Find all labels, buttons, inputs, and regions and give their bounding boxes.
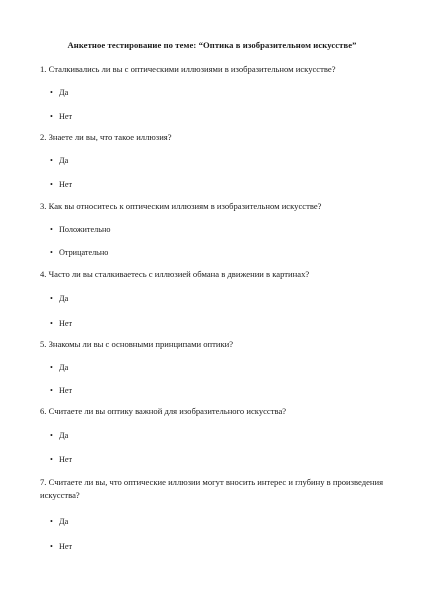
option-label: Да: [59, 517, 69, 526]
bullet-icon: •: [50, 112, 53, 121]
option-q5-a: [50, 362, 68, 373]
bullet-icon: •: [50, 542, 53, 551]
option-q7-a: [50, 516, 68, 527]
bullet-icon: •: [50, 180, 53, 189]
option-q2-b: [50, 179, 72, 190]
option-q6-a: [50, 430, 68, 441]
option-label: Да: [59, 88, 69, 97]
option-q3-a: [50, 224, 110, 235]
option-label: Нет: [59, 319, 73, 328]
option-q1-b: [50, 111, 72, 122]
bullet-icon: •: [50, 88, 53, 97]
option-label: Да: [59, 294, 69, 303]
option-label: Нет: [59, 180, 73, 189]
option-q4-a: [50, 293, 68, 304]
option-label: Нет: [59, 112, 73, 121]
option-label: Да: [59, 363, 69, 372]
option-label: Нет: [59, 455, 73, 464]
option-q5-b: [50, 385, 72, 396]
option-q1-a: [50, 87, 68, 98]
option-q6-b: [50, 454, 72, 465]
question-7: 7. Считаете ли вы, что оптические иллюзии могут вносить интерес и глубину в произведения искусства?: [40, 477, 384, 500]
option-label: Нет: [59, 386, 73, 395]
bullet-icon: •: [50, 156, 53, 165]
question-4: 4. Часто ли вы сталкиваетесь с иллюзией обмана в движении в картинах?: [40, 269, 310, 279]
question-2: 2. Знаете ли вы, что такое иллюзия?: [40, 132, 172, 142]
bullet-icon: •: [50, 294, 53, 303]
bullet-icon: •: [50, 363, 53, 372]
option-label: Положительно: [59, 225, 111, 234]
bullet-icon: •: [50, 319, 53, 328]
bullet-icon: •: [50, 248, 53, 257]
question-5: 5. Знакомы ли вы с основными принципами оптики?: [40, 339, 234, 349]
question-1: 1. Сталкивались ли вы с оптическими иллюзиями в изобразительном искусстве?: [40, 64, 336, 74]
option-label: Нет: [59, 542, 73, 551]
option-q4-b: [50, 318, 72, 329]
bullet-icon: •: [50, 517, 53, 526]
option-q3-b: [50, 247, 108, 258]
option-q7-b: [50, 541, 72, 552]
option-label: Отрицательно: [59, 248, 109, 257]
option-q2-a: [50, 155, 68, 166]
bullet-icon: •: [50, 455, 53, 464]
question-3: 3. Как вы относитесь к оптическим иллюзиям в изобразительном искусстве?: [40, 201, 322, 211]
bullet-icon: •: [50, 431, 53, 440]
question-6: 6. Считаете ли вы оптику важной для изобразительного искусства?: [40, 406, 287, 416]
bullet-icon: •: [50, 386, 53, 395]
option-label: Да: [59, 431, 69, 440]
document-title: Анкетное тестирование по теме: “Оптика в изобразительном искусстве”: [67, 40, 357, 50]
option-label: Да: [59, 156, 69, 165]
bullet-icon: •: [50, 225, 53, 234]
